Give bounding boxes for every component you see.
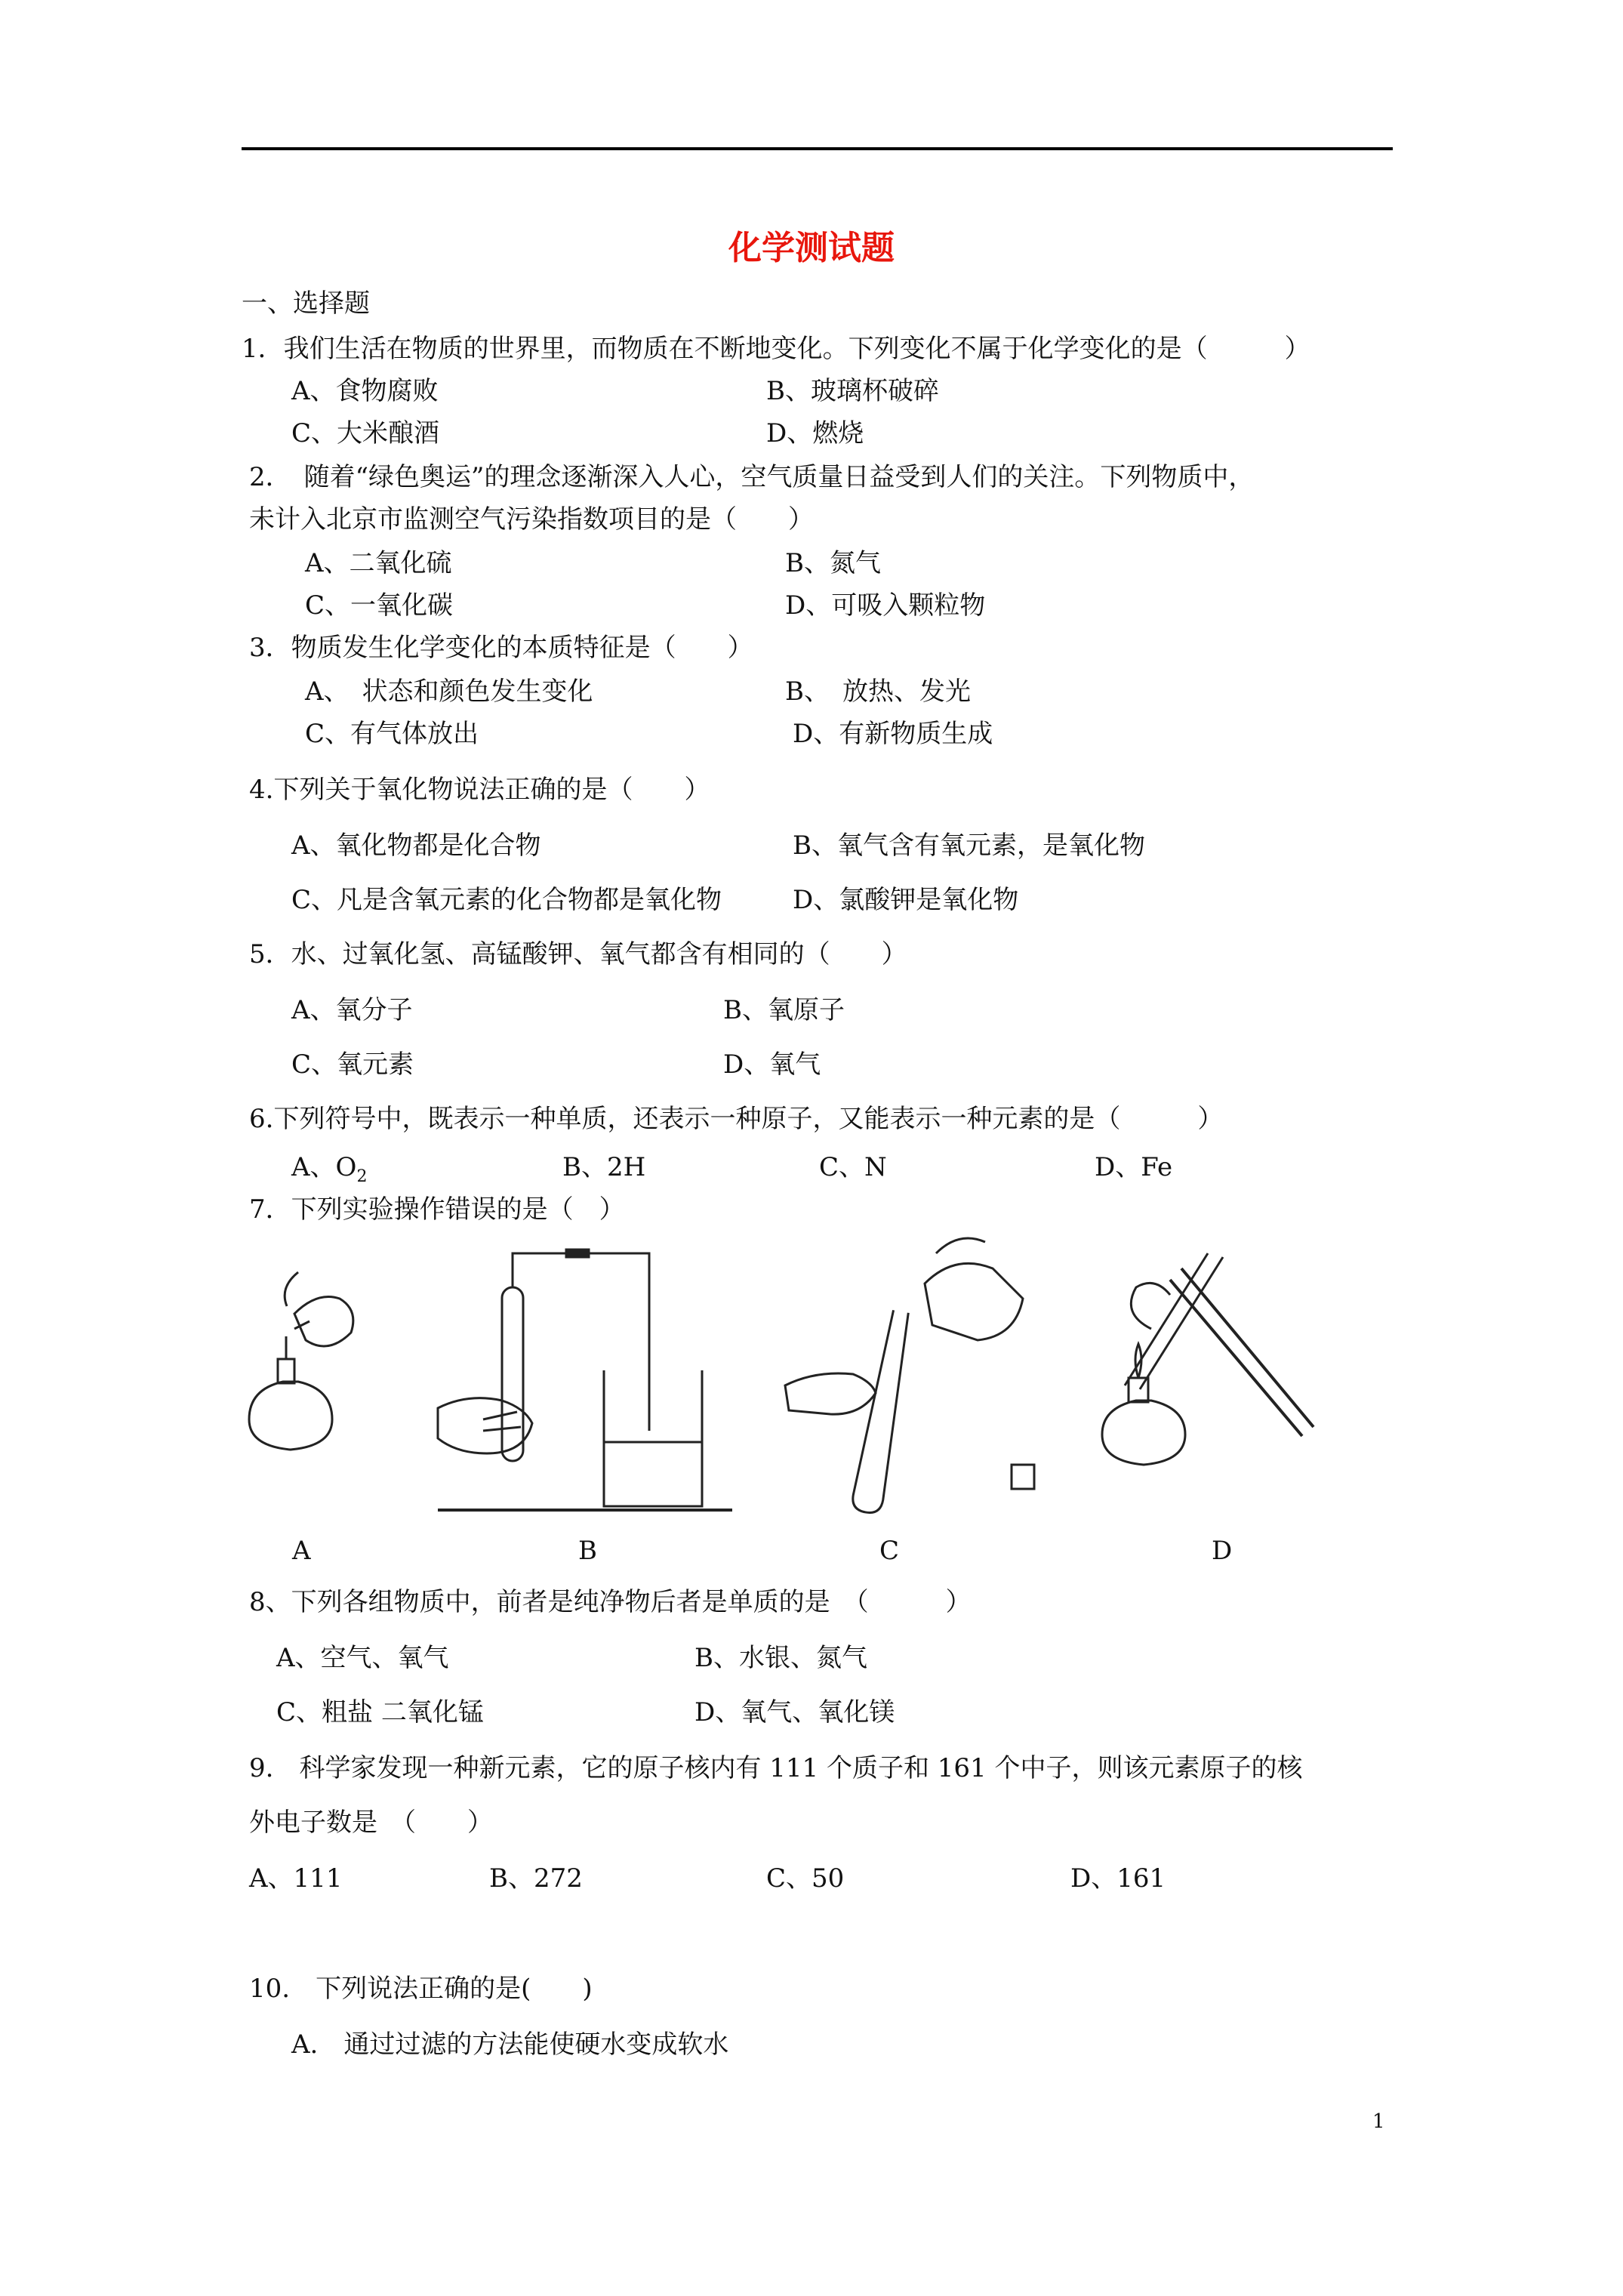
q1-stem: 1．我们生活在物质的世界里，而物质在不断地变化。下列变化不属于化学变化的是（ ）: [242, 334, 1310, 364]
q7-label-b: B: [578, 1536, 597, 1566]
q2-stem-line1: 2． 随着“绿色奥运”的理念逐渐深入人心，空气质量日益受到人们的关注。下列物质中，: [249, 462, 1255, 492]
page-title: 化学测试题: [728, 229, 895, 267]
q7-stem: 7．下列实验操作错误的是（ ）: [249, 1194, 625, 1225]
q9-stem-line2: 外电子数是 （ ）: [249, 1808, 493, 1838]
q3-option-a: A、 状态和颜色发生变化: [305, 676, 593, 707]
q8-stem: 8、下列各组物质中，前者是纯净物后者是单质的是 （ ）: [249, 1587, 972, 1617]
q6-option-a-text: A、O: [291, 1152, 357, 1182]
q7-label-a: A: [292, 1536, 311, 1566]
q2-stem-line2: 未计入北京市监测空气污染指数项目的是（ ）: [249, 504, 814, 535]
q5-option-b: B、氧原子: [723, 995, 845, 1025]
header-rule: [242, 147, 1393, 150]
q7-label-d: D: [1212, 1536, 1233, 1566]
q4-option-d: D、氯酸钾是氧化物: [793, 885, 1019, 915]
q1-option-d: D、燃烧: [766, 418, 864, 448]
q5-option-d: D、氧气: [723, 1049, 821, 1080]
figure-c-pouring-liquid-icon: [785, 1238, 1034, 1515]
q3-option-d: D、有新物质生成: [793, 719, 993, 749]
q6-option-c: C、N: [819, 1152, 887, 1182]
q4-option-b: B、氧气含有氧元素，是氧化物: [793, 831, 1145, 861]
q2-option-b: B、氮气: [785, 548, 881, 578]
q10-option-a: A. 通过过滤的方法能使硬水变成软水: [291, 2029, 729, 2060]
q5-stem: 5．水、过氧化氢、高锰酸钾、氧气都含有相同的（ ）: [249, 939, 907, 969]
q6-option-a-subscript: 2: [356, 1166, 368, 1186]
q8-option-c: C、粗盐 二氧化锰: [276, 1697, 484, 1727]
q6-option-b: B、2H: [562, 1152, 646, 1182]
figure-b-gas-collection-icon: [438, 1250, 732, 1510]
page-number: 1: [1372, 2110, 1385, 2133]
q8-option-a: A、空气、氧气: [276, 1643, 449, 1673]
q4-stem: 4.下列关于氧化物说法正确的是（ ）: [249, 775, 710, 805]
figure-a-alcohol-lamp-icon: [249, 1272, 353, 1450]
q5-option-c: C、氧元素: [291, 1049, 414, 1080]
q2-option-a: A、二氧化硫: [305, 548, 452, 578]
q8-option-b: B、水银、氮气: [694, 1643, 867, 1673]
q7-apparatus-figures: [242, 1238, 1359, 1518]
q2-option-c: C、一氧化碳: [305, 590, 454, 621]
q4-option-c: C、凡是含氧元素的化合物都是氧化物: [291, 885, 722, 915]
q6-stem: 6.下列符号中，既表示一种单质，还表示一种原子，又能表示一种元素的是（ ）: [249, 1104, 1224, 1134]
q9-option-c: C、50: [766, 1863, 845, 1894]
q1-option-b: B、玻璃杯破碎: [766, 376, 939, 406]
q6-option-a: [291, 1152, 367, 1192]
q3-stem: 3．物质发生化学变化的本质特征是（ ）: [249, 633, 753, 663]
q8-option-d: D、氧气、氧化镁: [694, 1697, 895, 1727]
q3-option-b: B、 放热、发光: [785, 676, 971, 707]
section-heading: 一、选择题: [242, 288, 370, 319]
q3-option-c: C、有气体放出: [305, 719, 479, 749]
q9-stem-line1: 9. 科学家发现一种新元素，它的原子核内有 111 个质子和 161 个中子，则该元素原子的核: [249, 1753, 1303, 1783]
figure-d-heating-test-tube-icon: [1102, 1253, 1313, 1465]
q2-option-d: D、可吸入颗粒物: [785, 590, 986, 621]
q9-option-b: B、272: [489, 1863, 583, 1894]
q9-option-a: A、111: [249, 1863, 343, 1894]
q1-option-c: C、大米酿酒: [291, 418, 440, 448]
q4-option-a: A、氧化物都是化合物: [291, 831, 541, 861]
q9-option-d: D、161: [1070, 1863, 1166, 1894]
q10-stem: 10. 下列说法正确的是( ): [249, 1974, 593, 2004]
q7-label-c: C: [879, 1536, 900, 1566]
q5-option-a: A、氧分子: [291, 995, 413, 1025]
q6-option-d: D、Fe: [1095, 1152, 1173, 1182]
q1-option-a: A、食物腐败: [291, 376, 439, 406]
